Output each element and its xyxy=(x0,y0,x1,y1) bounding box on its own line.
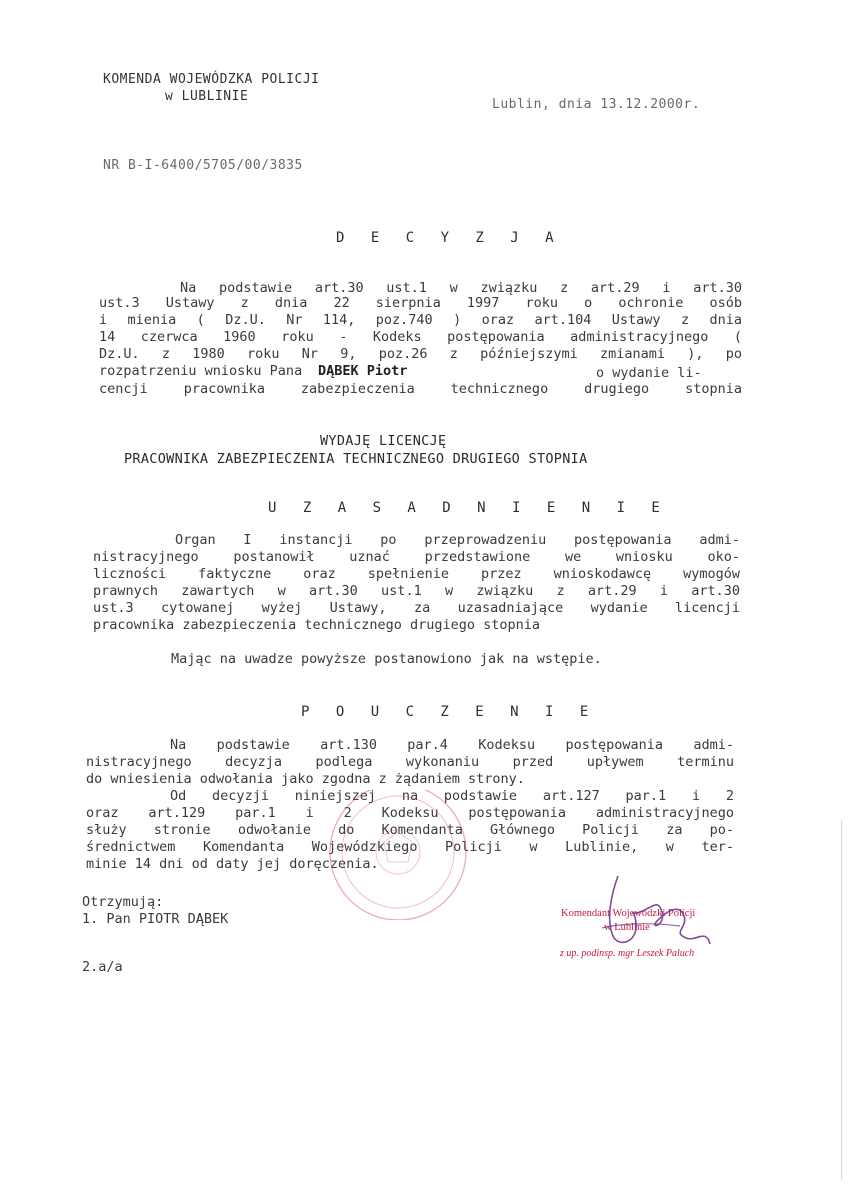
recipient-item: 2.a/a xyxy=(82,959,123,975)
signature-stamp-line3: z up. podinsp. mgr Leszek Paluch xyxy=(560,948,695,959)
justification-line: ust.3 cytowanej wyżej Ustawy, za uzasadniające wydanie licencji xyxy=(93,600,740,616)
decision-line: Na podstawie art.30 ust.1 w związku z art.29 i art.30 xyxy=(180,280,742,296)
justification-title: U Z A S A D N I E N I E xyxy=(268,500,669,516)
org-name-line1: KOMENDA WOJEWÓDZKA POLICJI xyxy=(103,72,320,87)
decision-line-prefix: rozpatrzeniu wniosku Pana xyxy=(99,363,303,379)
justification-line: pracownika zabezpieczenia technicznego drugiego stopnia xyxy=(93,617,541,633)
decision-title: D E C Y Z J A xyxy=(336,230,563,246)
signature-stamp-line1: Komendant Wojewódzki Policji xyxy=(561,908,696,919)
instruction-line: Na podstawie art.130 par.4 Kodeksu postępowania admi- xyxy=(170,737,734,753)
place-date: Lublin, dnia 13.12.2000r. xyxy=(492,97,701,112)
applicant-name: DĄBEK Piotr xyxy=(318,363,408,379)
handwritten-signature-icon xyxy=(588,868,718,963)
justification-line: liczności faktyczne oraz spełnienie przez wnioskodawcę wymogów xyxy=(93,566,740,582)
grant-title-line2: PRACOWNIKA ZABEZPIECZENIA TECHNICZNEGO DRUGIEGO STOPNIA xyxy=(124,451,588,467)
grant-title-line1: WYDAJĘ LICENCJĘ xyxy=(320,433,447,449)
justification-line: prawnych zawartych w art.30 ust.1 w związku z art.29 i art.30 xyxy=(93,583,740,599)
instruction-line: oraz art.129 par.1 i 2 Kodeksu postępowania administracyjnego xyxy=(86,805,734,821)
official-seal-icon xyxy=(318,790,478,920)
recipient-item: 1. Pan PIOTR DĄBEK xyxy=(82,911,229,927)
justification-line: nistracyjnego postanowił uznać przedstawione we wniosku oko- xyxy=(93,549,740,565)
instruction-line: nistracyjnego decyzja podlega wykonaniu przed upływem terminu xyxy=(86,754,734,770)
decision-line: ust.3 Ustawy z dnia 22 sierpnia 1997 roku o ochronie osób xyxy=(99,295,742,311)
instruction-line: średnictwem Komendanta Wojewódzkiego Policji w Lublinie, w ter- xyxy=(86,839,734,855)
decision-line: i mienia ( Dz.U. Nr 114, poz.740 ) oraz art.104 Ustawy z dnia xyxy=(99,312,742,328)
org-name-line2: w LUBLINIE xyxy=(165,89,249,104)
recipients-label: Otrzymują: xyxy=(82,894,164,910)
instruction-line: do wniesienia odwołania jako zgodna z żądaniem strony. xyxy=(86,771,525,787)
decision-line: Dz.U. z 1980 roku Nr 9, poz.26 z późniejszymi zmianami ), po xyxy=(99,346,742,362)
decision-line: 14 czerwca 1960 roku - Kodeks postępowania administracyjnego ( xyxy=(99,329,742,345)
instruction-line: służy stronie odwołanie do Komendanta Głównego Policji za po- xyxy=(86,822,734,838)
decision-line: o wydanie li- xyxy=(596,365,702,381)
instruction-line: minie 14 dni od daty jej doręczenia. xyxy=(86,856,379,872)
signature-stamp-line2: w Lublinie xyxy=(604,922,650,933)
justification-line: Organ I instancji po przeprowadzeniu postępowania admi- xyxy=(175,532,740,548)
instruction-title: P O U C Z E N I E xyxy=(301,704,598,720)
instruction-line: Od decyzji niniejszej na podstawie art.127 par.1 i 2 xyxy=(170,788,734,804)
reference-number: NR B-I-6400/5705/00/3835 xyxy=(103,158,303,173)
justification-closing: Mając na uwadze powyższe postanowiono jak na wstępie. xyxy=(171,651,602,667)
decision-line: cencji pracownika zabezpieczenia technicznego drugiego stopnia xyxy=(99,381,742,397)
page-edge xyxy=(841,820,842,1180)
